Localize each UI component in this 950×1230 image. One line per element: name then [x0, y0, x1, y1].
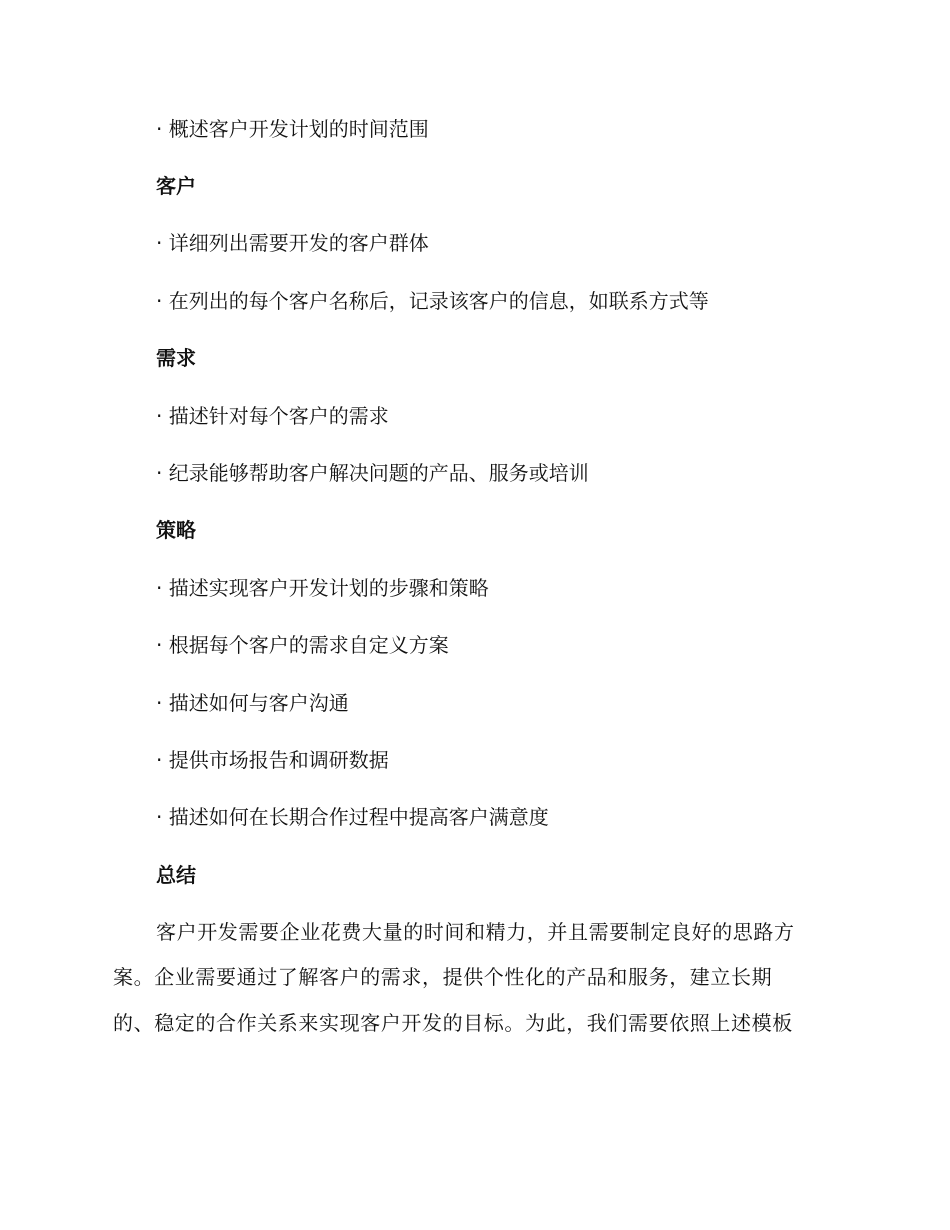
summary-paragraph-line: 的、稳定的合作关系来实现客户开发的目标。为此，我们需要依照上述模板	[113, 1011, 793, 1035]
section-heading-customers: 客户	[156, 174, 196, 198]
summary-paragraph-line: 客户开发需要企业花费大量的时间和精力，并且需要制定良好的思路方	[156, 920, 795, 944]
needs-bullet: · 纪录能够帮助客户解决问题的产品、服务或培训	[156, 461, 589, 485]
section-heading-summary: 总结	[156, 863, 196, 887]
customers-bullet: · 详细列出需要开发的客户群体	[156, 231, 429, 255]
strategy-bullet: · 根据每个客户的需求自定义方案	[156, 633, 449, 657]
strategy-bullet: · 描述实现客户开发计划的步骤和策略	[156, 576, 489, 600]
summary-paragraph-line: 案。企业需要通过了解客户的需求，提供个性化的产品和服务，建立长期	[113, 965, 773, 989]
strategy-bullet: · 描述如何与客户沟通	[156, 691, 349, 715]
customers-bullet: · 在列出的每个客户名称后，记录该客户的信息，如联系方式等	[156, 289, 709, 313]
strategy-bullet: · 描述如何在长期合作过程中提高客户满意度	[156, 805, 549, 829]
strategy-bullet: · 提供市场报告和调研数据	[156, 748, 389, 772]
section-heading-needs: 需求	[156, 346, 196, 370]
section-heading-strategy: 策略	[156, 518, 196, 542]
needs-bullet: · 描述针对每个客户的需求	[156, 404, 389, 428]
timeframe-bullet: · 概述客户开发计划的时间范围	[156, 117, 429, 141]
